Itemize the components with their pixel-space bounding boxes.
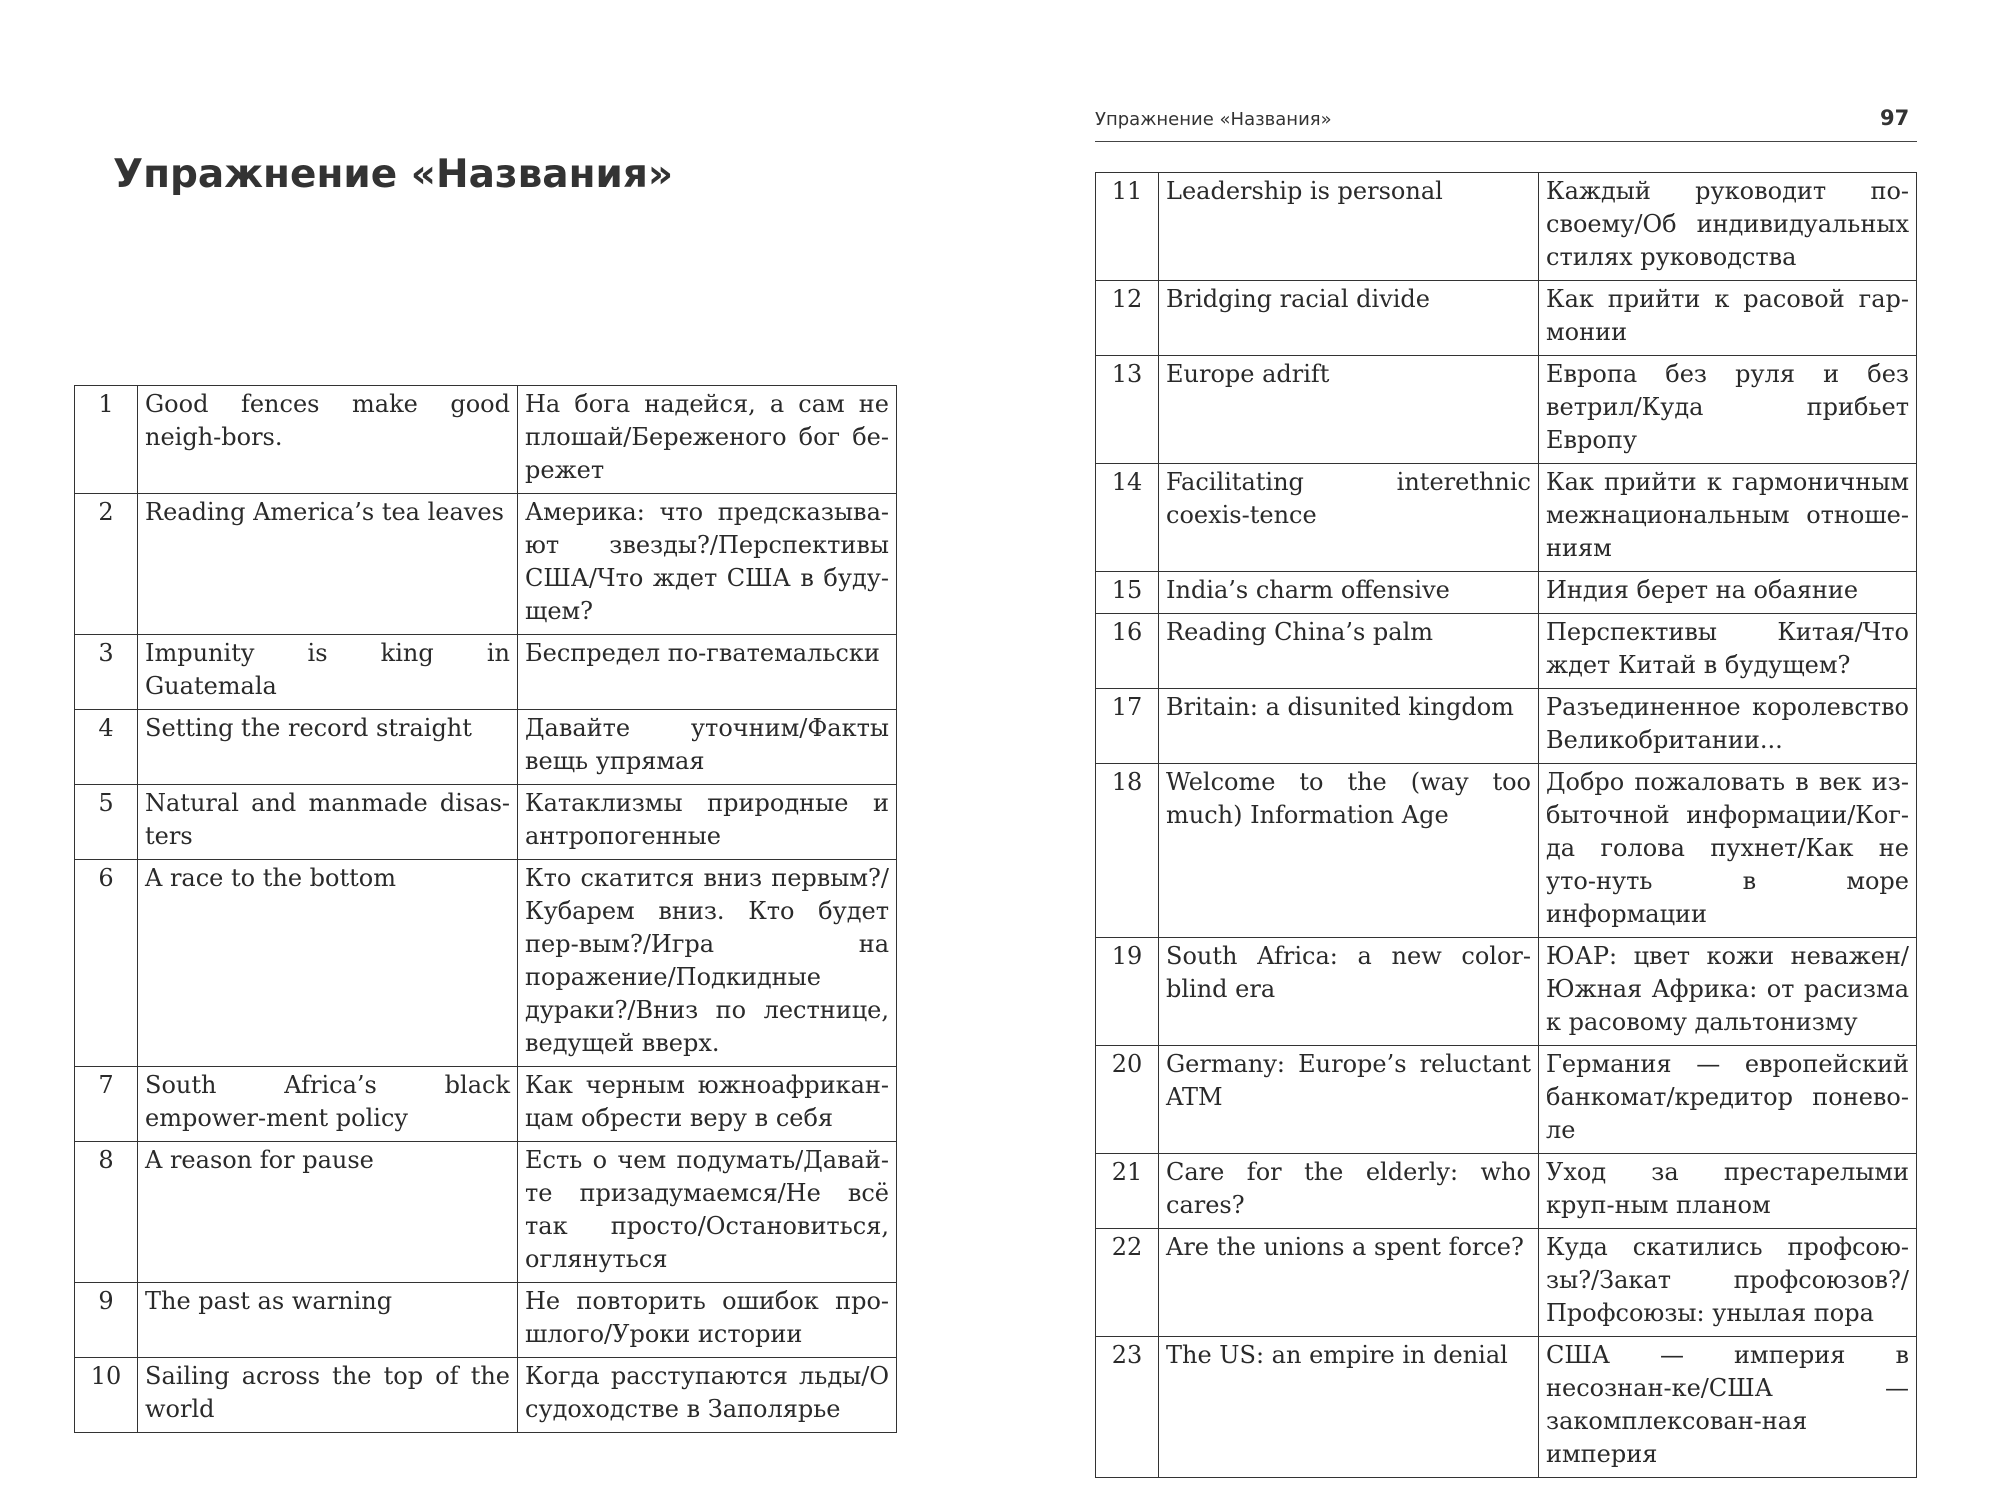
row-number: 13	[1096, 356, 1159, 464]
table-row	[75, 1067, 897, 1142]
table-row	[75, 1358, 897, 1433]
english-title: South Africa: a new color-blind era	[1159, 938, 1539, 1046]
table-row	[75, 785, 897, 860]
russian-translation: Уход за престарелыми круп-ным планом	[1539, 1154, 1917, 1229]
english-title: A race to the bottom	[138, 860, 518, 1067]
russian-translation: Добро пожаловать в век из-быточной информации/Ког-да голова пухнет/Как не уто-нуть в море информации	[1539, 764, 1917, 938]
row-number: 4	[75, 710, 138, 785]
russian-translation: Каждый руководит по-своему/Об индивидуальных стилях руководства	[1539, 173, 1917, 281]
table-row	[1096, 1337, 1917, 1478]
english-title: India’s charm offensive	[1159, 572, 1539, 614]
table-row	[1096, 764, 1917, 938]
table-row	[1096, 1229, 1917, 1337]
table-row	[75, 860, 897, 1067]
row-number: 15	[1096, 572, 1159, 614]
row-number: 9	[75, 1283, 138, 1358]
russian-translation: Индия берет на обаяние	[1539, 572, 1917, 614]
english-title: Welcome to the (way too much) Information Age	[1159, 764, 1539, 938]
russian-translation: Европа без руля и без ветрил/Куда прибьет Европу	[1539, 356, 1917, 464]
russian-translation: Америка: что предсказыва-ют звезды?/Перспективы США/Что ждет США в буду-щем?	[518, 494, 897, 635]
table-row	[1096, 1154, 1917, 1229]
table-row	[1096, 173, 1917, 281]
table-row	[75, 710, 897, 785]
table-row	[1096, 572, 1917, 614]
english-title: Sailing across the top of the world	[138, 1358, 518, 1433]
right-page	[1000, 0, 2000, 1503]
table-row	[1096, 281, 1917, 356]
english-title: Facilitating interethnic coexis-tence	[1159, 464, 1539, 572]
row-number: 17	[1096, 689, 1159, 764]
russian-translation: Катаклизмы природные и антропогенные	[518, 785, 897, 860]
russian-translation: На бога надейся, а сам не плошай/Береженого бог бе-режет	[518, 386, 897, 494]
row-number: 6	[75, 860, 138, 1067]
english-title: Bridging racial divide	[1159, 281, 1539, 356]
russian-translation: Не повторить ошибок про-шлого/Уроки истории	[518, 1283, 897, 1358]
russian-translation: Кто скатится вниз первым?/Кубарем вниз. Кто будет пер-вым?/Игра на поражение/Подкидные дураки?/Вниз по лестнице, ведущей вверх.	[518, 860, 897, 1067]
russian-translation: ЮАР: цвет кожи неважен/Южная Африка: от расизма к расовому дальтонизму	[1539, 938, 1917, 1046]
row-number: 2	[75, 494, 138, 635]
english-title: A reason for pause	[138, 1142, 518, 1283]
row-number: 18	[1096, 764, 1159, 938]
row-number: 10	[75, 1358, 138, 1433]
table-row	[75, 386, 897, 494]
table-row	[1096, 689, 1917, 764]
table-row	[75, 1283, 897, 1358]
english-title: Natural and manmade disas-ters	[138, 785, 518, 860]
russian-translation: Давайте уточним/Факты вещь упрямая	[518, 710, 897, 785]
russian-translation: Когда расступаются льды/О судоходстве в Заполярье	[518, 1358, 897, 1433]
row-number: 23	[1096, 1337, 1159, 1478]
russian-translation: Германия — европейский банкомат/кредитор понево-ле	[1539, 1046, 1917, 1154]
row-number: 1	[75, 386, 138, 494]
english-title: Are the unions a spent force?	[1159, 1229, 1539, 1337]
russian-translation: Беспредел по-гватемальски	[518, 635, 897, 710]
row-number: 3	[75, 635, 138, 710]
russian-translation: Разъединенное королевство Великобритании...	[1539, 689, 1917, 764]
running-head: Упражнение «Названия»	[1095, 109, 1332, 130]
row-number: 7	[75, 1067, 138, 1142]
table-row	[1096, 464, 1917, 572]
titles-table-left	[74, 385, 897, 1433]
english-title: Good fences make good neigh-bors.	[138, 386, 518, 494]
english-title: The past as warning	[138, 1283, 518, 1358]
russian-translation: Перспективы Китая/Что ждет Китай в будущем?	[1539, 614, 1917, 689]
russian-translation: Как прийти к гармоничным межнациональным отноше-ниям	[1539, 464, 1917, 572]
english-title: Leadership is personal	[1159, 173, 1539, 281]
english-title: Reading America’s tea leaves	[138, 494, 518, 635]
table-row	[1096, 356, 1917, 464]
english-title: Impunity is king in Guatemala	[138, 635, 518, 710]
table-row	[75, 635, 897, 710]
english-title: Britain: a disunited kingdom	[1159, 689, 1539, 764]
english-title: Europe adrift	[1159, 356, 1539, 464]
row-number: 20	[1096, 1046, 1159, 1154]
row-number: 14	[1096, 464, 1159, 572]
english-title: Setting the record straight	[138, 710, 518, 785]
page-number: 97	[1880, 106, 1910, 130]
row-number: 21	[1096, 1154, 1159, 1229]
table-row	[1096, 1046, 1917, 1154]
russian-translation: Есть о чем подумать/Давай-те призадумаемся/Не всё так просто/Остановиться, оглянуться	[518, 1142, 897, 1283]
row-number: 16	[1096, 614, 1159, 689]
english-title: The US: an empire in denial	[1159, 1337, 1539, 1478]
row-number: 11	[1096, 173, 1159, 281]
table-row	[75, 494, 897, 635]
table-row	[75, 1142, 897, 1283]
table-row	[1096, 614, 1917, 689]
row-number: 22	[1096, 1229, 1159, 1337]
row-number: 19	[1096, 938, 1159, 1046]
russian-translation: Куда скатились профсою-зы?/Закат профсоюзов?/Профсоюзы: унылая пора	[1539, 1229, 1917, 1337]
english-title: Germany: Europe’s reluctant ATM	[1159, 1046, 1539, 1154]
english-title: Reading China’s palm	[1159, 614, 1539, 689]
row-number: 5	[75, 785, 138, 860]
russian-translation: США — империя в несознан-ке/США — закомплексован-ная империя	[1539, 1337, 1917, 1478]
row-number: 12	[1096, 281, 1159, 356]
russian-translation: Как черным южноафрикан-цам обрести веру в себя	[518, 1067, 897, 1142]
russian-translation: Как прийти к расовой гар-монии	[1539, 281, 1917, 356]
header-rule	[1095, 141, 1917, 142]
titles-table-right	[1095, 172, 1917, 1478]
row-number: 8	[75, 1142, 138, 1283]
table-row	[1096, 938, 1917, 1046]
chapter-title: Упражнение «Названия»	[113, 152, 674, 197]
english-title: Care for the elderly: who cares?	[1159, 1154, 1539, 1229]
english-title: South Africa’s black empower-ment policy	[138, 1067, 518, 1142]
